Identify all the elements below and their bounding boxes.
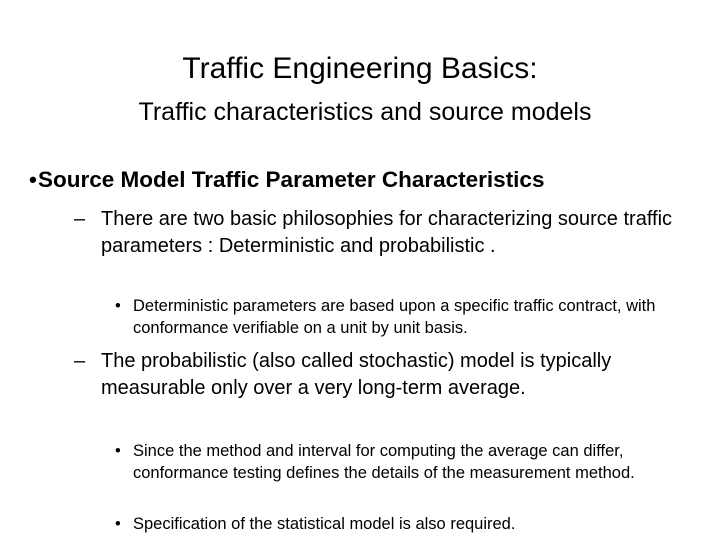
slide-subtitle: Traffic characteristics and source models [138, 98, 592, 126]
bullet-level3 [115, 440, 693, 484]
bullet-marker: • [115, 442, 121, 460]
bullet-text: Since the method and interval for computing the average can differ, conformance testing defines the details of the measurement method. [133, 442, 635, 482]
dash-marker: – [74, 350, 86, 372]
bullet-level3 [115, 513, 693, 535]
slide-title: Traffic Engineering Basics: [182, 52, 538, 85]
bullet-marker: • [29, 167, 37, 192]
bullet-text: The probabilistic (also called stochastic) model is typically measurable only over a very long-term average. [101, 350, 612, 399]
bullet-text: Source Model Traffic Parameter Characteristics [38, 167, 545, 192]
bullet-level2 [74, 206, 701, 260]
bullet-text: Deterministic parameters are based upon a specific traffic contract, with conformance verifiable on a unit by unit basis. [133, 297, 656, 337]
bullet-marker: • [115, 297, 121, 315]
bullet-text: There are two basic philosophies for characterizing source traffic parameters : Deterministic and probabilistic . [101, 208, 673, 257]
bullet-level2 [74, 348, 701, 402]
bullet-level1 [29, 164, 708, 196]
bullet-level3 [115, 295, 693, 339]
dash-marker: – [74, 208, 86, 230]
bullet-marker: • [115, 515, 121, 533]
bullet-text: Specification of the statistical model is also required. [133, 515, 516, 533]
